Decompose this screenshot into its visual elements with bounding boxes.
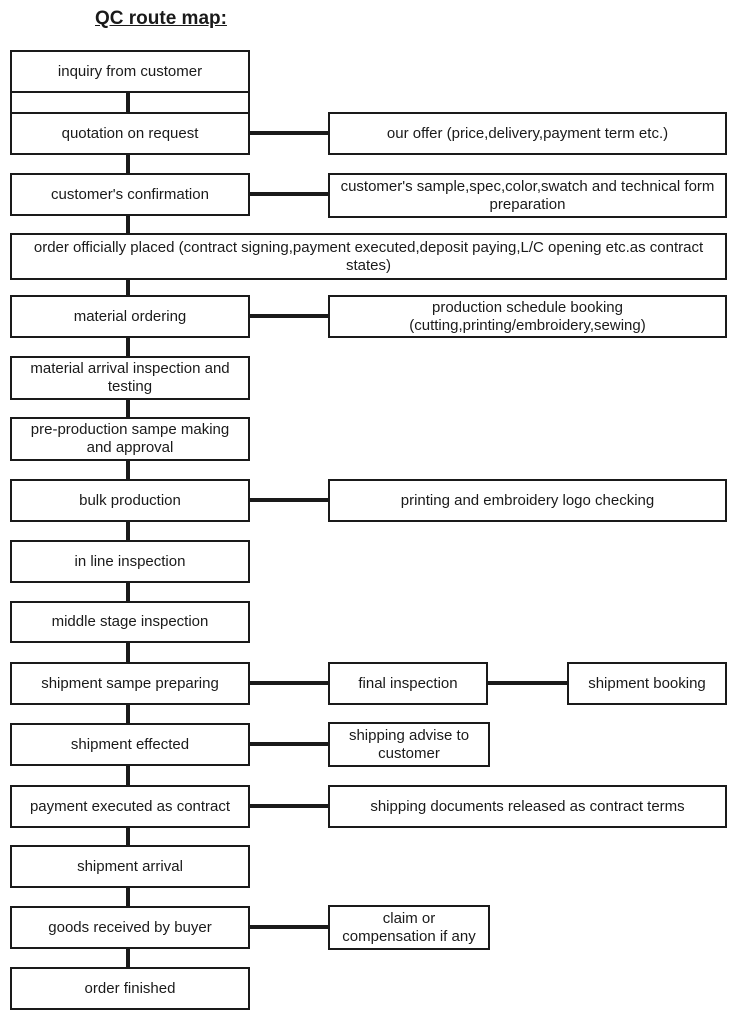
node-customer-sample-spec: customer's sample,spec,color,swatch and technical form preparation bbox=[328, 173, 727, 218]
node-material-ordering: material ordering bbox=[10, 295, 250, 338]
connector-arrival-goods bbox=[126, 888, 130, 906]
node-payment-executed-as-contract: payment executed as contract bbox=[10, 785, 250, 828]
node-preproduction-sample-making: pre-production sampe making and approval bbox=[10, 417, 250, 461]
connector-material-arrival bbox=[126, 338, 130, 356]
node-order-officially-placed: order officially placed (contract signing,payment executed,deposit paying,L/C opening etc.as contract states) bbox=[10, 233, 727, 280]
connector-arrival-preproduction bbox=[126, 400, 130, 417]
connector-quotation-confirmation bbox=[126, 155, 130, 173]
connector-bulk-logochecking bbox=[250, 498, 328, 502]
node-production-schedule-booking: production schedule booking (cutting,printing/embroidery,sewing) bbox=[328, 295, 727, 338]
connector-sample-effected bbox=[126, 705, 130, 723]
connector-middle-shipmentsample bbox=[126, 643, 130, 662]
node-final-inspection: final inspection bbox=[328, 662, 488, 705]
node-order-finished: order finished bbox=[10, 967, 250, 1010]
connector-confirmation-sample bbox=[250, 192, 328, 196]
connector-material-schedule bbox=[250, 314, 328, 318]
node-claim-or-compensation: claim or compensation if any bbox=[328, 905, 490, 950]
connector-confirmation-order bbox=[126, 216, 130, 233]
connector-bulk-inline bbox=[126, 522, 130, 540]
node-inquiry-from-customer: inquiry from customer bbox=[10, 50, 250, 93]
connector-order-material bbox=[126, 280, 130, 295]
node-middle-stage-inspection: middle stage inspection bbox=[10, 601, 250, 643]
connector-preproduction-bulk bbox=[126, 461, 130, 479]
connector-sample-finalinspection bbox=[250, 681, 328, 685]
connector-effected-advise bbox=[250, 742, 328, 746]
node-shipment-booking: shipment booking bbox=[567, 662, 727, 705]
connector-rail-left bbox=[10, 93, 12, 112]
connector-finalinspection-booking bbox=[488, 681, 567, 685]
connector-goods-claim bbox=[250, 925, 328, 929]
node-bulk-production: bulk production bbox=[10, 479, 250, 522]
connector-payment-documents bbox=[250, 804, 328, 808]
connector-quotation-offer bbox=[250, 131, 328, 135]
node-quotation-on-request: quotation on request bbox=[10, 112, 250, 155]
connector-effected-payment bbox=[126, 766, 130, 785]
node-printing-embroidery-logo-checking: printing and embroidery logo checking bbox=[328, 479, 727, 522]
node-shipment-sample-preparing: shipment sampe preparing bbox=[10, 662, 250, 705]
node-in-line-inspection: in line inspection bbox=[10, 540, 250, 583]
page-title: QC route map: bbox=[95, 8, 227, 29]
node-shipment-arrival: shipment arrival bbox=[10, 845, 250, 888]
node-shipment-effected: shipment effected bbox=[10, 723, 250, 766]
node-material-arrival-inspection: material arrival inspection and testing bbox=[10, 356, 250, 400]
node-goods-received-by-buyer: goods received by buyer bbox=[10, 906, 250, 949]
connector-inquiry-quotation bbox=[126, 93, 130, 112]
connector-payment-arrival bbox=[126, 828, 130, 845]
node-customers-confirmation: customer's confirmation bbox=[10, 173, 250, 216]
connector-goods-finished bbox=[126, 949, 130, 967]
node-shipping-documents-released: shipping documents released as contract terms bbox=[328, 785, 727, 828]
connector-inline-middle bbox=[126, 583, 130, 601]
connector-rail-right bbox=[248, 93, 250, 112]
node-our-offer: our offer (price,delivery,payment term etc.) bbox=[328, 112, 727, 155]
node-shipping-advise-to-customer: shipping advise to customer bbox=[328, 722, 490, 767]
